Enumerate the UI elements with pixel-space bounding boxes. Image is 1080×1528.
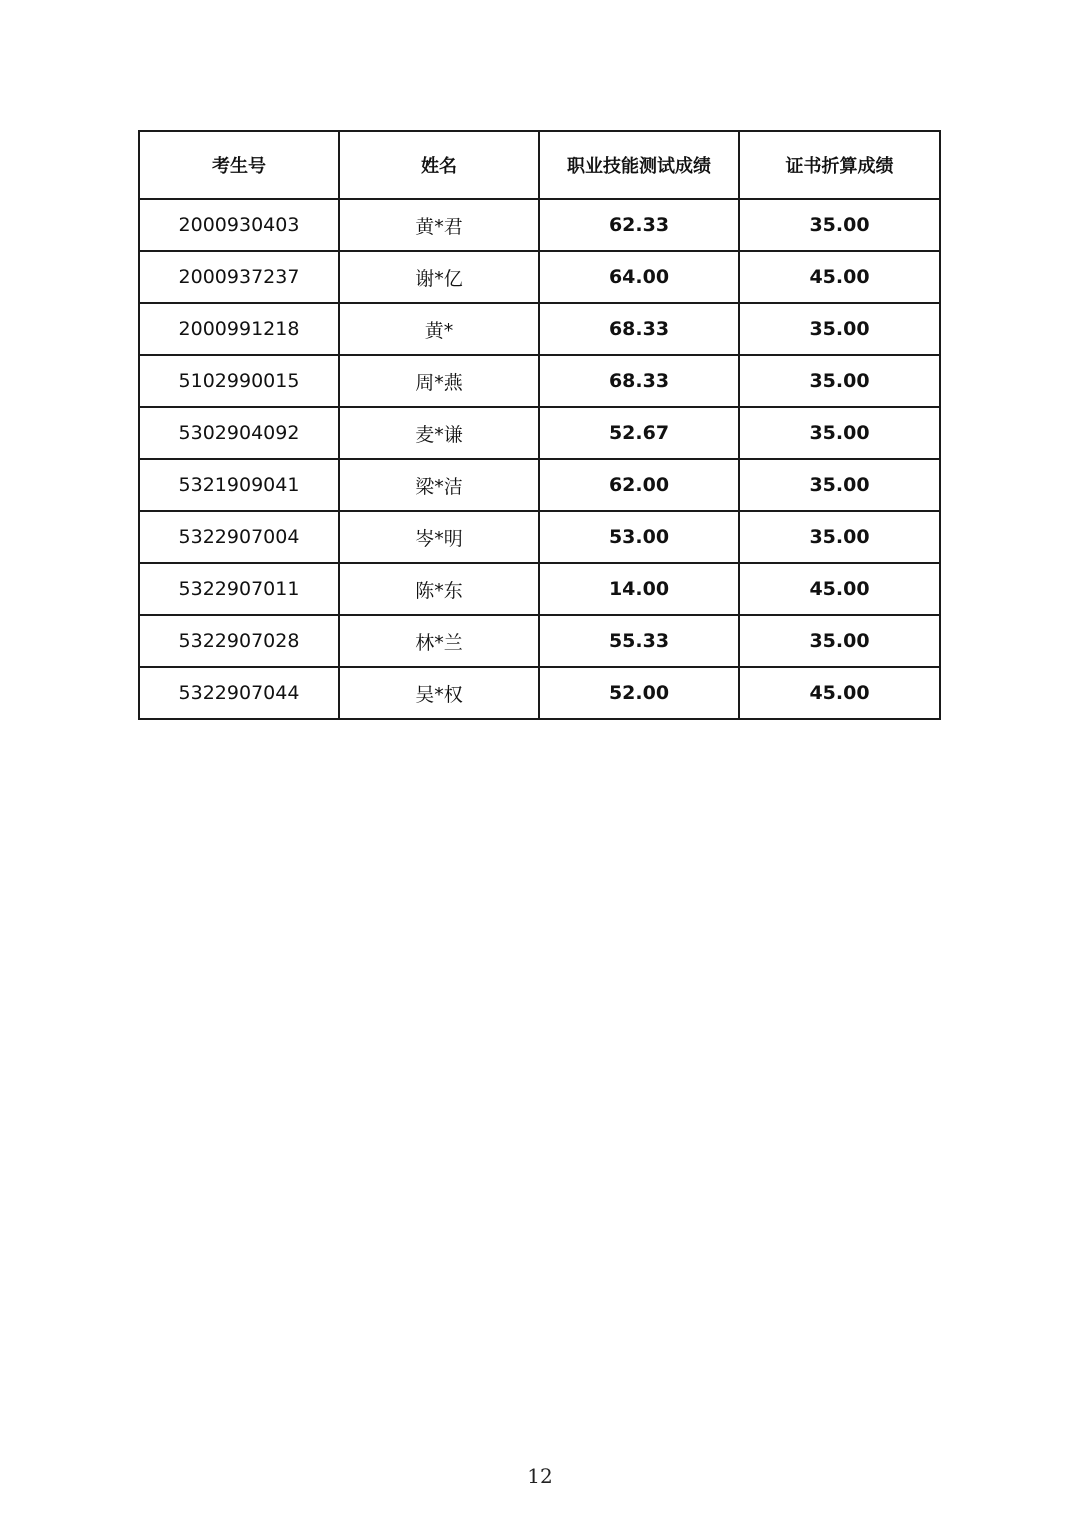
table-row xyxy=(139,303,940,355)
skill-score-cell: 64.00 xyxy=(539,251,739,303)
skill-score-cell: 52.00 xyxy=(539,667,739,719)
exam-number-cell: 5322907011 xyxy=(139,563,339,615)
candidate-name-cell: 陈*东 xyxy=(339,563,539,615)
certificate-score-cell: 45.00 xyxy=(739,563,940,615)
exam-number-cell: 5102990015 xyxy=(139,355,339,407)
candidate-name-cell: 谢*亿 xyxy=(339,251,539,303)
candidate-name-cell: 梁*洁 xyxy=(339,459,539,511)
exam-number-cell: 2000991218 xyxy=(139,303,339,355)
exam-number-cell: 5321909041 xyxy=(139,459,339,511)
header-row xyxy=(139,131,940,199)
score-table xyxy=(138,130,941,720)
exam-number-cell: 5302904092 xyxy=(139,407,339,459)
table-row xyxy=(139,563,940,615)
candidate-name-cell: 吴*权 xyxy=(339,667,539,719)
candidate-name-cell: 黄*君 xyxy=(339,199,539,251)
skill-score-cell: 53.00 xyxy=(539,511,739,563)
skill-score-cell: 68.33 xyxy=(539,303,739,355)
table-row xyxy=(139,199,940,251)
skill-score-cell: 52.67 xyxy=(539,407,739,459)
table-row xyxy=(139,511,940,563)
skill-score-cell: 14.00 xyxy=(539,563,739,615)
header-certificate-score: 证书折算成绩 xyxy=(739,131,940,199)
exam-number-cell: 5322907028 xyxy=(139,615,339,667)
exam-number-cell: 5322907044 xyxy=(139,667,339,719)
certificate-score-cell: 35.00 xyxy=(739,303,940,355)
candidate-name-cell: 岑*明 xyxy=(339,511,539,563)
score-table-header xyxy=(139,131,940,199)
table-row xyxy=(139,407,940,459)
exam-number-cell: 2000937237 xyxy=(139,251,339,303)
skill-score-cell: 62.33 xyxy=(539,199,739,251)
header-exam-number: 考生号 xyxy=(139,131,339,199)
certificate-score-cell: 35.00 xyxy=(739,199,940,251)
header-skill-test-score: 职业技能测试成绩 xyxy=(539,131,739,199)
table-row xyxy=(139,251,940,303)
certificate-score-cell: 35.00 xyxy=(739,615,940,667)
header-name: 姓名 xyxy=(339,131,539,199)
skill-score-cell: 62.00 xyxy=(539,459,739,511)
score-table-body xyxy=(139,199,940,719)
certificate-score-cell: 35.00 xyxy=(739,511,940,563)
candidate-name-cell: 周*燕 xyxy=(339,355,539,407)
page-number: 12 xyxy=(527,1464,553,1488)
certificate-score-cell: 45.00 xyxy=(739,251,940,303)
candidate-name-cell: 林*兰 xyxy=(339,615,539,667)
certificate-score-cell: 45.00 xyxy=(739,667,940,719)
table-row xyxy=(139,355,940,407)
candidate-name-cell: 黄* xyxy=(339,303,539,355)
table-row xyxy=(139,615,940,667)
table-row xyxy=(139,459,940,511)
exam-number-cell: 5322907004 xyxy=(139,511,339,563)
skill-score-cell: 55.33 xyxy=(539,615,739,667)
certificate-score-cell: 35.00 xyxy=(739,355,940,407)
candidate-name-cell: 麦*谦 xyxy=(339,407,539,459)
skill-score-cell: 68.33 xyxy=(539,355,739,407)
table-row xyxy=(139,667,940,719)
certificate-score-cell: 35.00 xyxy=(739,407,940,459)
exam-number-cell: 2000930403 xyxy=(139,199,339,251)
certificate-score-cell: 35.00 xyxy=(739,459,940,511)
